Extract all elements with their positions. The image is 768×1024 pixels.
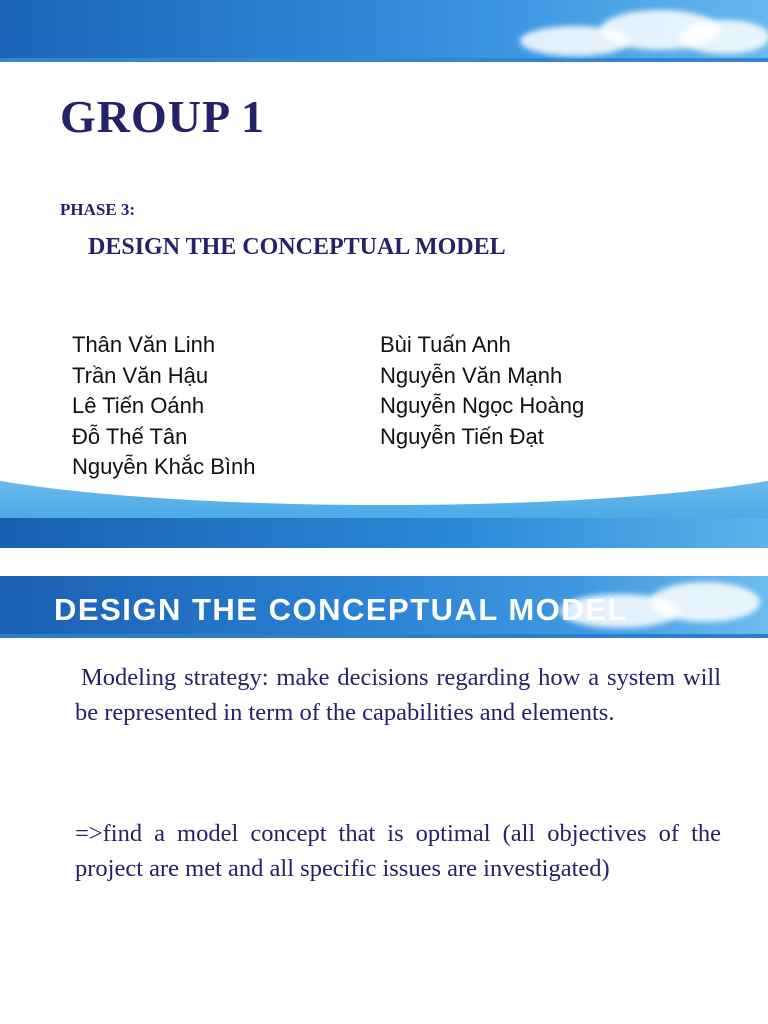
member-list-right xyxy=(380,330,584,452)
member-name: Bùi Tuấn Anh xyxy=(380,332,511,357)
member-name: Nguyễn Ngọc Hoàng xyxy=(380,393,585,418)
slide-conceptual-model xyxy=(0,576,768,1024)
member-name: Thân Văn Linh xyxy=(72,332,216,357)
member-name: Nguyễn Tiến Đạt xyxy=(380,423,544,449)
header-banner-line xyxy=(0,634,768,638)
bottom-banner xyxy=(0,518,768,548)
member-name: Lê Tiến Oánh xyxy=(72,393,205,418)
member-list-left xyxy=(72,330,255,483)
model-concept-paragraph: =>find a model concept that is optimal (all objectives of the project are met and all specific issues are investigated) xyxy=(75,820,721,882)
cloud-decoration xyxy=(650,582,760,622)
member-name: Nguyễn Văn Mạnh xyxy=(380,362,563,388)
group-title: GROUP 1 xyxy=(60,91,266,142)
phase-title: DESIGN THE CONCEPTUAL MODEL xyxy=(88,234,506,260)
phase-label: PHASE 3: xyxy=(60,200,136,219)
modeling-strategy-paragraph: Modeling strategy: make decisions regarding how a system will be represented in term of the capabilities and elements. xyxy=(75,664,721,726)
member-name: Đỗ Thế Tân xyxy=(72,423,188,449)
slide-title: DESIGN THE CONCEPTUAL MODEL xyxy=(54,592,628,627)
member-name: Nguyễn Khắc Bình xyxy=(72,454,256,479)
top-banner-line xyxy=(0,58,768,62)
member-name: Trần Văn Hậu xyxy=(72,362,209,388)
cloud-decoration xyxy=(680,20,768,54)
